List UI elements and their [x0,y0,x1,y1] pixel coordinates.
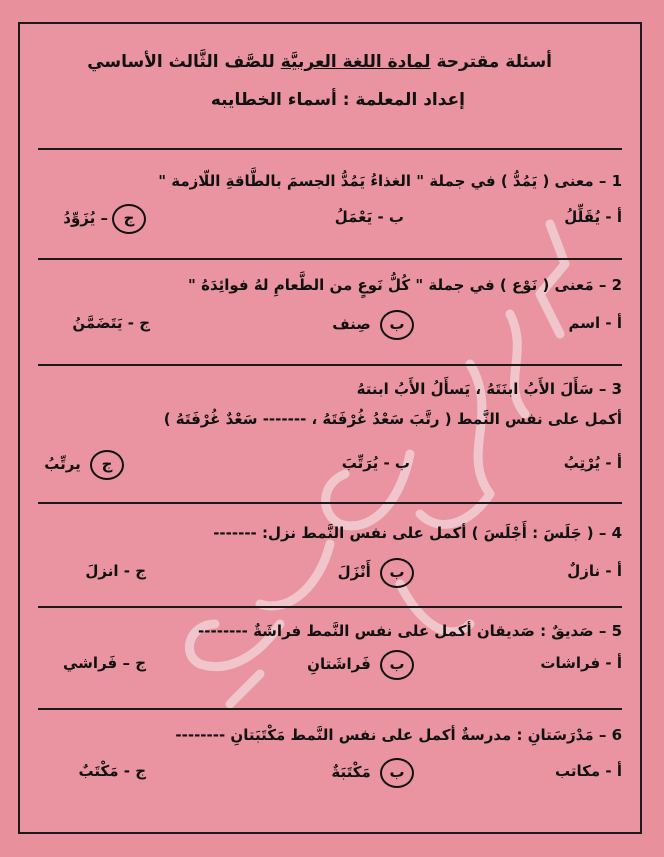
option-c-selected[interactable]: ج– يُزَوِّدُ [63,204,146,234]
answer-circle: ب [380,558,414,588]
title-part1: أسئلة مقترحة [436,52,552,72]
option-c[interactable]: ج - مَكْتَبٌ [78,762,146,780]
worksheet-page [18,22,642,834]
answer-circle: ب [380,650,414,680]
option-b-selected[interactable]: ب صِنف [332,310,414,340]
title-grade: للصَّف الثَّالث الأساسي [87,52,275,72]
question-stem: 1 – معنى ( يَمُدُّ ) في جملة " الغذاءُ يَمُدُّ الجسمَ بالطَّاقةِ اللّازمة " [158,172,622,190]
divider [38,258,622,260]
option-a[interactable]: أ - اسم [568,314,622,332]
option-b-selected[interactable]: ب فَراشَتانِ [307,650,414,680]
answer-circle: ج [90,450,124,480]
worksheet-title [87,52,552,72]
answer-circle: ب [380,758,414,788]
question-stem: 4 – ( جَلَسَ : أَجْلَسَ ) أكمل على نفس النَّمط نزل: ------- [213,524,622,542]
question-stem: 6 – مَدْرَسَتانِ : مدرسةٌ أكمل على نفس النَّمط مَكْتَبَتانِ -------- [175,726,622,744]
option-a[interactable]: أ - يُقَلِّلُ [564,208,622,226]
option-a[interactable]: أ - مكاتب [555,762,622,780]
divider [38,148,622,150]
divider [38,364,622,366]
option-a[interactable]: أ - يُرْتِبُ [563,454,622,472]
question-stem: 3 – سَأَلَ الأَبُ ابنَتَهُ ، يَسأَلُ الأَبُ ابنتهُ [356,380,622,398]
divider [38,502,622,504]
answer-circle: ب [380,310,414,340]
option-b-selected[interactable]: ب مَكْتَبَةٌ [331,758,414,788]
question-stem: 2 – مَعنى ( نَوْع ) في جملة " كُلُّ نَوعٍ من الطَّعامِ لهُ فوائِدَهُ " [188,276,622,294]
option-c[interactable]: ج - انزلَ [85,562,146,580]
question-stem: 5 – صَديقٌ : صَديقان أكمل على نفس النَّمط فراشَةٌ -------- [198,622,622,640]
title-subject: لمادة اللغة العربيَّة [280,52,431,72]
option-c-selected[interactable]: ج يرتِّبُ [44,450,124,480]
option-b[interactable]: ب - يُرَتِّبَ [341,454,410,472]
option-a[interactable]: أ - نازلٌ [567,562,622,580]
question-instruction: أكمل على نفس النَّمط ( رتَّبَ سَعْدُ غُرْفَتَهُ ، ------- سَعْدٌ غُرْفَتَهُ ) [163,410,622,428]
option-c[interactable]: ج – فَراشي [63,654,146,672]
option-c[interactable]: ج - يَتَضَمَّنُ [72,314,150,332]
divider [38,606,622,608]
option-b-selected[interactable]: ب أَنْزَلَ [338,558,414,588]
author-line: إعداد المعلمة : أسماء الخطايبه [210,90,465,110]
option-a[interactable]: أ - فراشات [540,654,622,672]
option-b[interactable]: ب - يَعْمَلُ [334,208,404,226]
answer-circle: ج [112,204,146,234]
divider [38,708,622,710]
